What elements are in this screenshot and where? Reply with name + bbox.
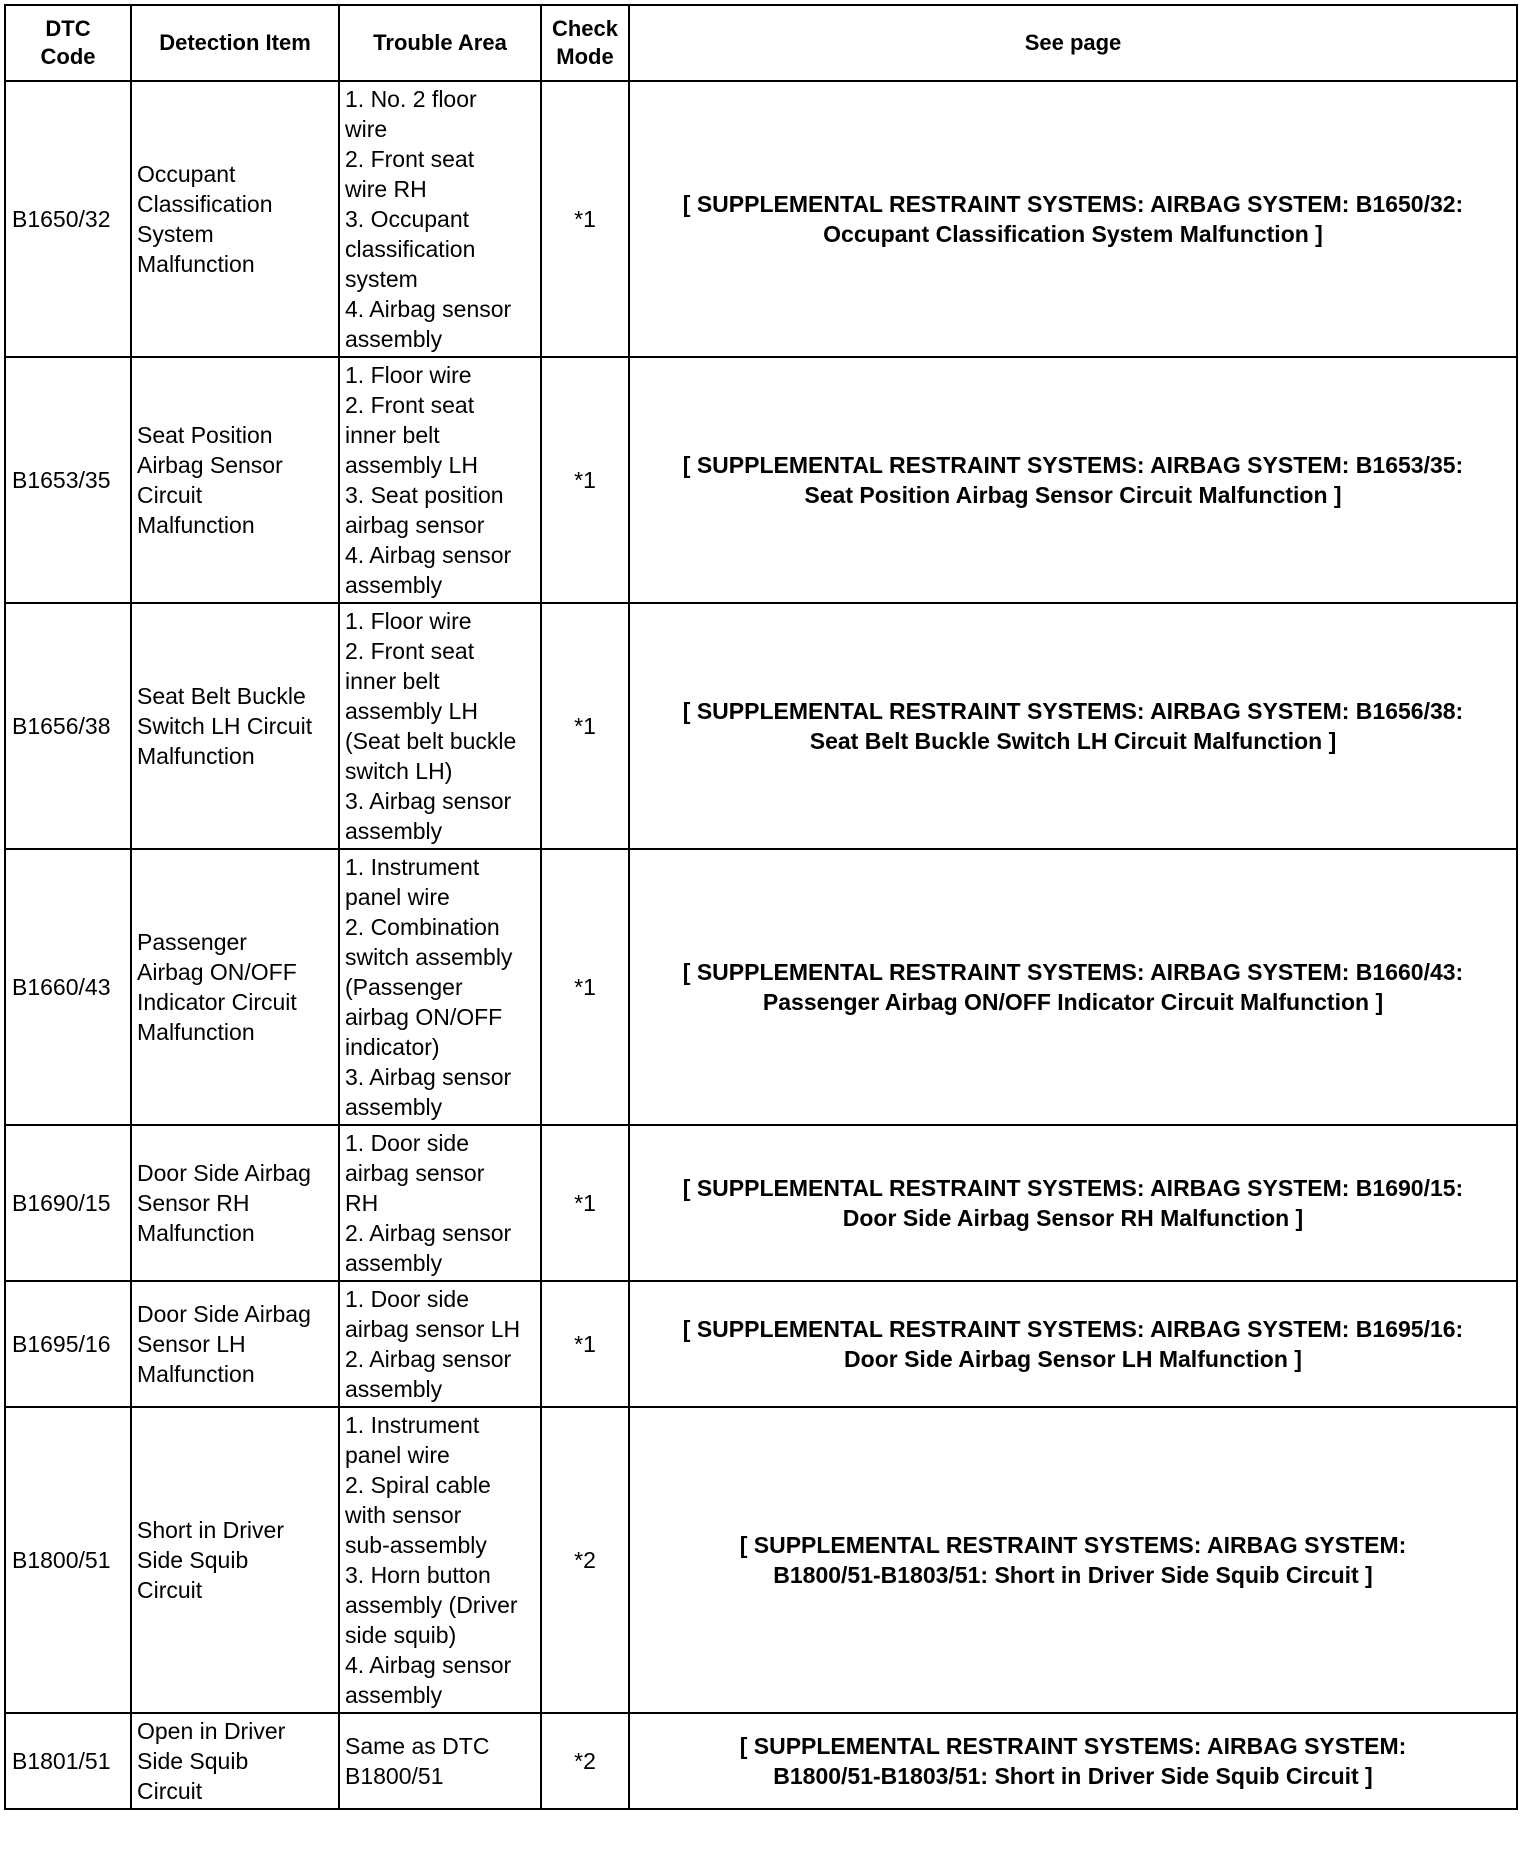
trouble-area-line: 2. Airbag sensor xyxy=(345,1220,512,1246)
detection-item-line: Short in Driver xyxy=(137,1517,284,1543)
trouble-area-cell xyxy=(339,1281,541,1407)
trouble-area-line: 4. Airbag sensor xyxy=(345,296,512,322)
see-page-line: [ SUPPLEMENTAL RESTRAINT SYSTEMS: AIRBAG SYSTEM: B1650/32: xyxy=(682,191,1464,217)
detection-item-line: Malfunction xyxy=(137,743,255,769)
detection-item-cell xyxy=(131,1125,339,1281)
header-trouble-area: Trouble Area xyxy=(339,5,541,81)
check-mode-cell: *1 xyxy=(541,357,629,603)
detection-item-line: Malfunction xyxy=(137,251,255,277)
detection-item-line: Airbag Sensor xyxy=(137,452,283,478)
trouble-area-line: inner belt xyxy=(345,422,440,448)
detection-item-line: Airbag ON/OFF xyxy=(137,959,297,985)
detection-item-line: Circuit xyxy=(137,482,203,508)
dtc-table xyxy=(4,4,1518,1810)
trouble-area-line: 1. Floor wire xyxy=(345,362,472,388)
trouble-area-line: 2. Front seat xyxy=(345,146,475,172)
trouble-area-line: panel wire xyxy=(345,1442,450,1468)
trouble-area-line: B1800/51 xyxy=(345,1763,444,1789)
table-row xyxy=(5,849,1517,1125)
trouble-area-line: assembly (Driver xyxy=(345,1592,518,1618)
detection-item-line: Passenger xyxy=(137,929,247,955)
detection-item-line: Door Side Airbag xyxy=(137,1301,311,1327)
trouble-area-line: system xyxy=(345,266,418,292)
table-row xyxy=(5,603,1517,849)
dtc-code-cell: B1801/51 xyxy=(5,1713,131,1809)
detection-item-cell xyxy=(131,1281,339,1407)
trouble-area-line: assembly xyxy=(345,1682,443,1708)
see-page-line: Door Side Airbag Sensor LH Malfunction ] xyxy=(844,1346,1302,1372)
trouble-area-line: assembly xyxy=(345,572,443,598)
check-mode-cell: *2 xyxy=(541,1407,629,1713)
header-detection-item: Detection Item xyxy=(131,5,339,81)
dtc-code-cell: B1690/15 xyxy=(5,1125,131,1281)
see-page-link[interactable] xyxy=(629,1713,1517,1809)
see-page-line: [ SUPPLEMENTAL RESTRAINT SYSTEMS: AIRBAG SYSTEM: B1695/16: xyxy=(682,1316,1464,1342)
header-dtc-code: DTC Code xyxy=(5,5,131,81)
detection-item-line: Seat Position xyxy=(137,422,273,448)
table-row xyxy=(5,1281,1517,1407)
see-page-link[interactable] xyxy=(629,1125,1517,1281)
detection-item-line: System xyxy=(137,221,214,247)
see-page-line: Seat Belt Buckle Switch LH Circuit Malfunction ] xyxy=(809,728,1337,754)
trouble-area-line: inner belt xyxy=(345,668,440,694)
trouble-area-line: RH xyxy=(345,1190,379,1216)
check-mode-cell: *1 xyxy=(541,1281,629,1407)
detection-item-line: Circuit xyxy=(137,1577,203,1603)
trouble-area-line: airbag ON/OFF xyxy=(345,1004,503,1030)
detection-item-line: Malfunction xyxy=(137,1220,255,1246)
trouble-area-line: 2. Airbag sensor xyxy=(345,1346,512,1372)
trouble-area-line: sub-assembly xyxy=(345,1532,487,1558)
trouble-area-line: assembly LH xyxy=(345,452,478,478)
check-mode-cell: *1 xyxy=(541,603,629,849)
trouble-area-line: 1. Floor wire xyxy=(345,608,472,634)
header-see-page: See page xyxy=(629,5,1517,81)
trouble-area-line: switch assembly xyxy=(345,944,513,970)
trouble-area-cell xyxy=(339,1407,541,1713)
detection-item-line: Malfunction xyxy=(137,1019,255,1045)
dtc-code-cell: B1650/32 xyxy=(5,81,131,357)
trouble-area-line: 2. Front seat xyxy=(345,638,475,664)
trouble-area-line: switch LH) xyxy=(345,758,453,784)
trouble-area-line: assembly xyxy=(345,818,443,844)
trouble-area-line: 3. Airbag sensor xyxy=(345,1064,512,1090)
see-page-line: [ SUPPLEMENTAL RESTRAINT SYSTEMS: AIRBAG SYSTEM: xyxy=(739,1733,1407,1759)
table-body xyxy=(5,81,1517,1809)
see-page-link[interactable] xyxy=(629,1281,1517,1407)
see-page-link[interactable] xyxy=(629,603,1517,849)
dtc-code-cell: B1800/51 xyxy=(5,1407,131,1713)
table-row xyxy=(5,1713,1517,1809)
see-page-line: [ SUPPLEMENTAL RESTRAINT SYSTEMS: AIRBAG SYSTEM: xyxy=(739,1532,1407,1558)
check-mode-cell: *1 xyxy=(541,849,629,1125)
trouble-area-line: 2. Front seat xyxy=(345,392,475,418)
detection-item-line: Classification xyxy=(137,191,273,217)
trouble-area-line: assembly xyxy=(345,326,443,352)
see-page-line: [ SUPPLEMENTAL RESTRAINT SYSTEMS: AIRBAG SYSTEM: B1660/43: xyxy=(682,959,1464,985)
see-page-link[interactable] xyxy=(629,1407,1517,1713)
trouble-area-cell xyxy=(339,81,541,357)
detection-item-line: Malfunction xyxy=(137,1361,255,1387)
trouble-area-line: assembly xyxy=(345,1376,443,1402)
trouble-area-line: classification xyxy=(345,236,476,262)
detection-item-line: Sensor LH xyxy=(137,1331,246,1357)
table-row xyxy=(5,1407,1517,1713)
check-mode-cell: *2 xyxy=(541,1713,629,1809)
trouble-area-line: airbag sensor xyxy=(345,512,485,538)
trouble-area-line: 3. Airbag sensor xyxy=(345,788,512,814)
header-row xyxy=(5,5,1517,81)
dtc-code-cell: B1660/43 xyxy=(5,849,131,1125)
trouble-area-line: 4. Airbag sensor xyxy=(345,1652,512,1678)
table-row xyxy=(5,357,1517,603)
dtc-table-container xyxy=(4,4,1516,1810)
trouble-area-line: with sensor xyxy=(345,1502,462,1528)
trouble-area-line: 1. Instrument xyxy=(345,1412,480,1438)
see-page-line: [ SUPPLEMENTAL RESTRAINT SYSTEMS: AIRBAG SYSTEM: B1653/35: xyxy=(682,452,1464,478)
trouble-area-line: (Passenger xyxy=(345,974,463,1000)
trouble-area-line: Same as DTC xyxy=(345,1733,490,1759)
check-mode-cell: *1 xyxy=(541,81,629,357)
detection-item-line: Occupant xyxy=(137,161,236,187)
trouble-area-line: side squib) xyxy=(345,1622,457,1648)
trouble-area-line: 1. No. 2 floor xyxy=(345,86,477,112)
trouble-area-line: 1. Instrument xyxy=(345,854,480,880)
see-page-link[interactable] xyxy=(629,357,1517,603)
trouble-area-line: 2. Spiral cable xyxy=(345,1472,491,1498)
trouble-area-line: 3. Seat position xyxy=(345,482,504,508)
trouble-area-line: 2. Combination xyxy=(345,914,500,940)
trouble-area-line: wire RH xyxy=(345,176,427,202)
trouble-area-line: assembly xyxy=(345,1250,443,1276)
dtc-code-cell: B1656/38 xyxy=(5,603,131,849)
trouble-area-cell xyxy=(339,1125,541,1281)
see-page-line: Seat Position Airbag Sensor Circuit Malfunction ] xyxy=(804,482,1342,508)
detection-item-cell xyxy=(131,1713,339,1809)
detection-item-line: Open in Driver xyxy=(137,1718,286,1744)
dtc-code-cell: B1695/16 xyxy=(5,1281,131,1407)
trouble-area-line: 1. Door side xyxy=(345,1286,470,1312)
see-page-link[interactable] xyxy=(629,849,1517,1125)
dtc-code-cell: B1653/35 xyxy=(5,357,131,603)
see-page-line: B1800/51-B1803/51: Short in Driver Side Squib Circuit ] xyxy=(773,1763,1373,1789)
detection-item-line: Seat Belt Buckle xyxy=(137,683,306,709)
detection-item-line: Door Side Airbag xyxy=(137,1160,311,1186)
trouble-area-line: (Seat belt buckle xyxy=(345,728,517,754)
detection-item-cell xyxy=(131,357,339,603)
trouble-area-line: panel wire xyxy=(345,884,450,910)
trouble-area-cell xyxy=(339,603,541,849)
trouble-area-line: assembly xyxy=(345,1094,443,1120)
table-row xyxy=(5,1125,1517,1281)
trouble-area-line: 3. Horn button xyxy=(345,1562,491,1588)
header-check-mode: Check Mode xyxy=(541,5,629,81)
see-page-line: Door Side Airbag Sensor RH Malfunction ] xyxy=(842,1205,1304,1231)
detection-item-line: Switch LH Circuit xyxy=(137,713,313,739)
see-page-line: Passenger Airbag ON/OFF Indicator Circuit Malfunction ] xyxy=(762,989,1384,1015)
trouble-area-line: airbag sensor xyxy=(345,1160,485,1186)
trouble-area-cell xyxy=(339,1713,541,1809)
detection-item-line: Side Squib xyxy=(137,1547,249,1573)
trouble-area-line: airbag sensor LH xyxy=(345,1316,521,1342)
trouble-area-line: wire xyxy=(345,116,388,142)
trouble-area-line: 1. Door side xyxy=(345,1130,470,1156)
detection-item-cell xyxy=(131,603,339,849)
see-page-line: Occupant Classification System Malfunction ] xyxy=(823,221,1323,247)
detection-item-line: Malfunction xyxy=(137,512,255,538)
trouble-area-line: 3. Occupant xyxy=(345,206,470,232)
see-page-line: B1800/51-B1803/51: Short in Driver Side Squib Circuit ] xyxy=(773,1562,1373,1588)
trouble-area-cell xyxy=(339,849,541,1125)
see-page-line: [ SUPPLEMENTAL RESTRAINT SYSTEMS: AIRBAG SYSTEM: B1656/38: xyxy=(682,698,1464,724)
check-mode-cell: *1 xyxy=(541,1125,629,1281)
detection-item-line: Indicator Circuit xyxy=(137,989,297,1015)
detection-item-line: Circuit xyxy=(137,1778,203,1804)
detection-item-cell xyxy=(131,849,339,1125)
detection-item-cell xyxy=(131,1407,339,1713)
trouble-area-line: indicator) xyxy=(345,1034,440,1060)
trouble-area-line: assembly LH xyxy=(345,698,478,724)
detection-item-cell xyxy=(131,81,339,357)
detection-item-line: Side Squib xyxy=(137,1748,249,1774)
trouble-area-line: 4. Airbag sensor xyxy=(345,542,512,568)
trouble-area-cell xyxy=(339,357,541,603)
see-page-link[interactable] xyxy=(629,81,1517,357)
table-row xyxy=(5,81,1517,357)
see-page-line: [ SUPPLEMENTAL RESTRAINT SYSTEMS: AIRBAG SYSTEM: B1690/15: xyxy=(682,1175,1464,1201)
detection-item-line: Sensor RH xyxy=(137,1190,250,1216)
